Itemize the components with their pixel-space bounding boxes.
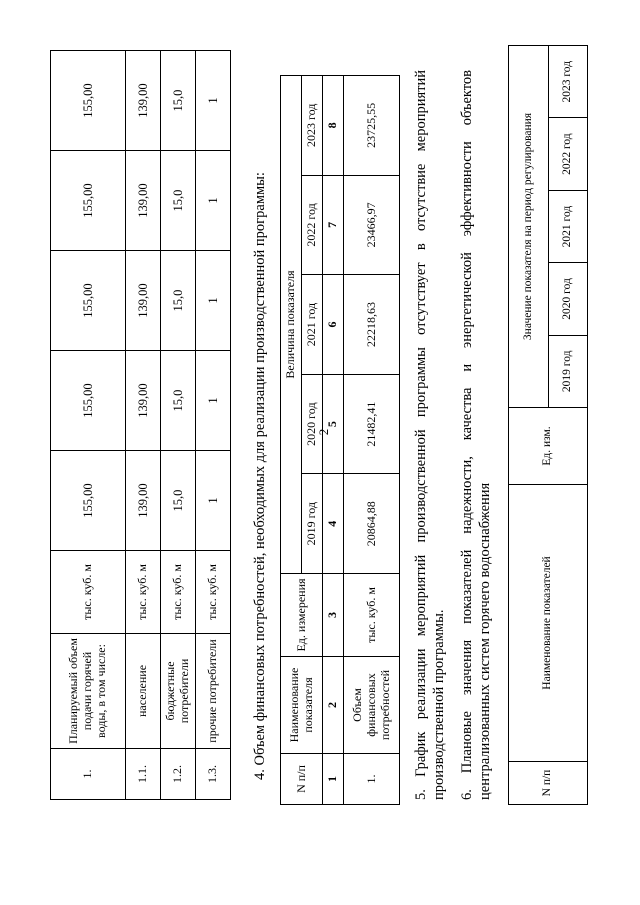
row-unit: тыс. куб. м: [161, 551, 196, 634]
header-number: N п/п: [281, 754, 323, 805]
row-name: Планируемый объем подачи горячей воды, в том числе:: [51, 634, 126, 749]
row-value: 155,00: [51, 451, 126, 551]
header-number: N п/п: [509, 762, 588, 805]
column-number-row: [323, 76, 344, 805]
row-unit: тыс. куб. м: [344, 574, 400, 657]
header-year: 2023 год: [302, 76, 323, 176]
header-group: Величина показателя: [281, 76, 302, 574]
header-year: 2022 год: [548, 118, 588, 190]
water-supply-table: [50, 50, 231, 800]
row-value: 139,00: [126, 51, 161, 151]
row-value: 139,00: [126, 151, 161, 251]
row-number: 1.2.: [161, 749, 196, 800]
section-heading-4: 4. Объем финансовых потребностей, необходимых для реализации производственной программы:: [252, 172, 268, 780]
table-header-row: [509, 46, 549, 805]
row-value: 20864,88: [344, 474, 400, 574]
row-value: 155,00: [51, 151, 126, 251]
row-value: 1: [196, 351, 231, 451]
header-group: Значение показателя на период регулирования: [509, 46, 549, 408]
paragraph-6: 6. Плановые значения показателей надежности, качества и энергетической эффективности объектов централизованных систем горячего водоснабжения: [459, 70, 493, 800]
row-value: 139,00: [126, 451, 161, 551]
header-unit: Ед. изм.: [509, 408, 588, 485]
header-year: 2023 год: [548, 46, 588, 118]
column-number: 4: [323, 474, 344, 574]
header-year: 2019 год: [302, 474, 323, 574]
row-value: 15,0: [161, 251, 196, 351]
header-year: 2021 год: [548, 190, 588, 262]
header-year: 2022 год: [302, 175, 323, 275]
row-value: 22218,63: [344, 275, 400, 375]
row-value: 23466,97: [344, 175, 400, 275]
table-header-row: [281, 76, 302, 805]
header-name: Наименование показателя: [281, 657, 323, 754]
header-year: 2020 год: [548, 263, 588, 335]
row-value: 139,00: [126, 351, 161, 451]
column-number: 1: [323, 754, 344, 805]
row-unit: тыс. куб. м: [196, 551, 231, 634]
row-name: Объем финансовых потребностей: [344, 657, 400, 754]
row-unit: тыс. куб. м: [126, 551, 161, 634]
column-number: 5: [323, 374, 344, 474]
row-number: 1.: [51, 749, 126, 800]
header-year: 2020 год: [302, 374, 323, 474]
row-value: 155,00: [51, 51, 126, 151]
row-number: 1.3.: [196, 749, 231, 800]
table-row: [344, 76, 400, 805]
financial-needs-table: [280, 75, 400, 805]
row-number: 1.: [344, 754, 400, 805]
column-number: 8: [323, 76, 344, 176]
header-year: 2019 год: [548, 335, 588, 407]
table-row: [51, 51, 126, 800]
header-unit: Ед. измерения: [281, 574, 323, 657]
row-value: 15,0: [161, 51, 196, 151]
row-value: 21482,41: [344, 374, 400, 474]
indicators-table: [508, 45, 588, 805]
row-name: прочие потребители: [196, 634, 231, 749]
column-number: 3: [323, 574, 344, 657]
row-name: население: [126, 634, 161, 749]
row-name: бюджетные потребители: [161, 634, 196, 749]
table-row: [196, 51, 231, 800]
row-value: 1: [196, 51, 231, 151]
column-number: 7: [323, 175, 344, 275]
row-value: 1: [196, 451, 231, 551]
header-name: Наименование показателей: [509, 485, 588, 762]
row-value: 139,00: [126, 251, 161, 351]
row-value: 155,00: [51, 251, 126, 351]
row-value: 1: [196, 251, 231, 351]
row-unit: тыс. куб. м: [51, 551, 126, 634]
row-value: 15,0: [161, 451, 196, 551]
row-value: 1: [196, 151, 231, 251]
row-value: 155,00: [51, 351, 126, 451]
column-number: 2: [323, 657, 344, 754]
table-row: [161, 51, 196, 800]
header-year: 2021 год: [302, 275, 323, 375]
row-number: 1.1.: [126, 749, 161, 800]
page-number: 2: [316, 428, 331, 436]
row-value: 15,0: [161, 151, 196, 251]
row-value: 15,0: [161, 351, 196, 451]
column-number: 6: [323, 275, 344, 375]
table-row: [126, 51, 161, 800]
paragraph-5: 5. График реализации мероприятий производственной программы отсутствует в отсутствие мероприятий производственной программы.: [413, 70, 447, 800]
row-value: 23725,55: [344, 76, 400, 176]
